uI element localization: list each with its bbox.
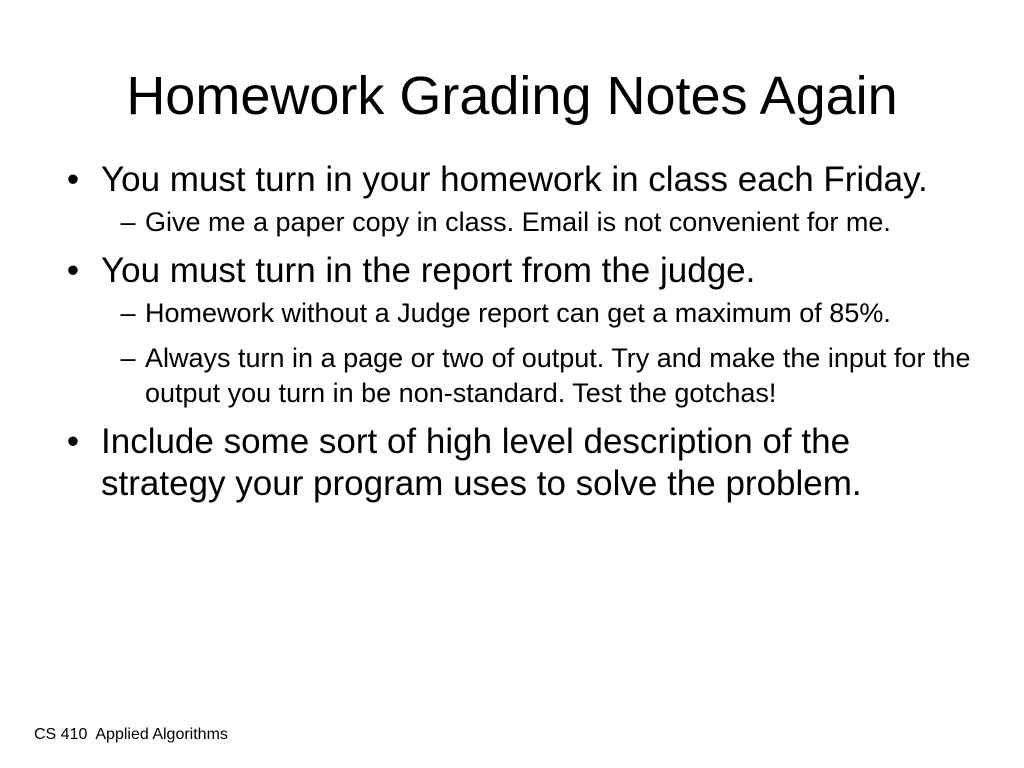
bullet-text: You must turn in your homework in class each Friday. [101, 160, 928, 199]
bullet-item [58, 159, 978, 240]
sub-bullet-text: Always turn in a page or two of output. Try and make the input for the output you turn in be non-standard. Test the gotchas! [145, 343, 971, 408]
bullet-list [58, 159, 978, 515]
sub-bullet-text: Homework without a Judge report can get a maximum of 85%. [145, 298, 891, 328]
bullet-item [58, 250, 978, 411]
bullet-marker: • [66, 251, 80, 290]
sub-bullet-marker: – [120, 343, 136, 373]
bullet-item [58, 421, 978, 505]
bullet-text: You must turn in the report from the judge. [101, 251, 756, 290]
sub-bullet-list [101, 205, 978, 240]
sub-bullet-item [101, 296, 955, 331]
slide-footer: CS 410 Applied Algorithms [34, 726, 228, 743]
sub-bullet-marker: – [120, 207, 136, 237]
sub-bullet-text: Give me a paper copy in class. Email is not convenient for me. [145, 207, 891, 237]
bullet-marker: • [66, 160, 80, 199]
sub-bullet-item [101, 341, 975, 411]
bullet-text: Include some sort of high level description of the strategy your program uses to solve the problem. [101, 422, 862, 503]
sub-bullet-marker: – [120, 298, 136, 328]
sub-bullet-item [101, 205, 955, 240]
bullet-marker: • [66, 422, 80, 461]
sub-bullet-list [101, 296, 978, 411]
slide-title: Homework Grading Notes Again [126, 66, 898, 126]
